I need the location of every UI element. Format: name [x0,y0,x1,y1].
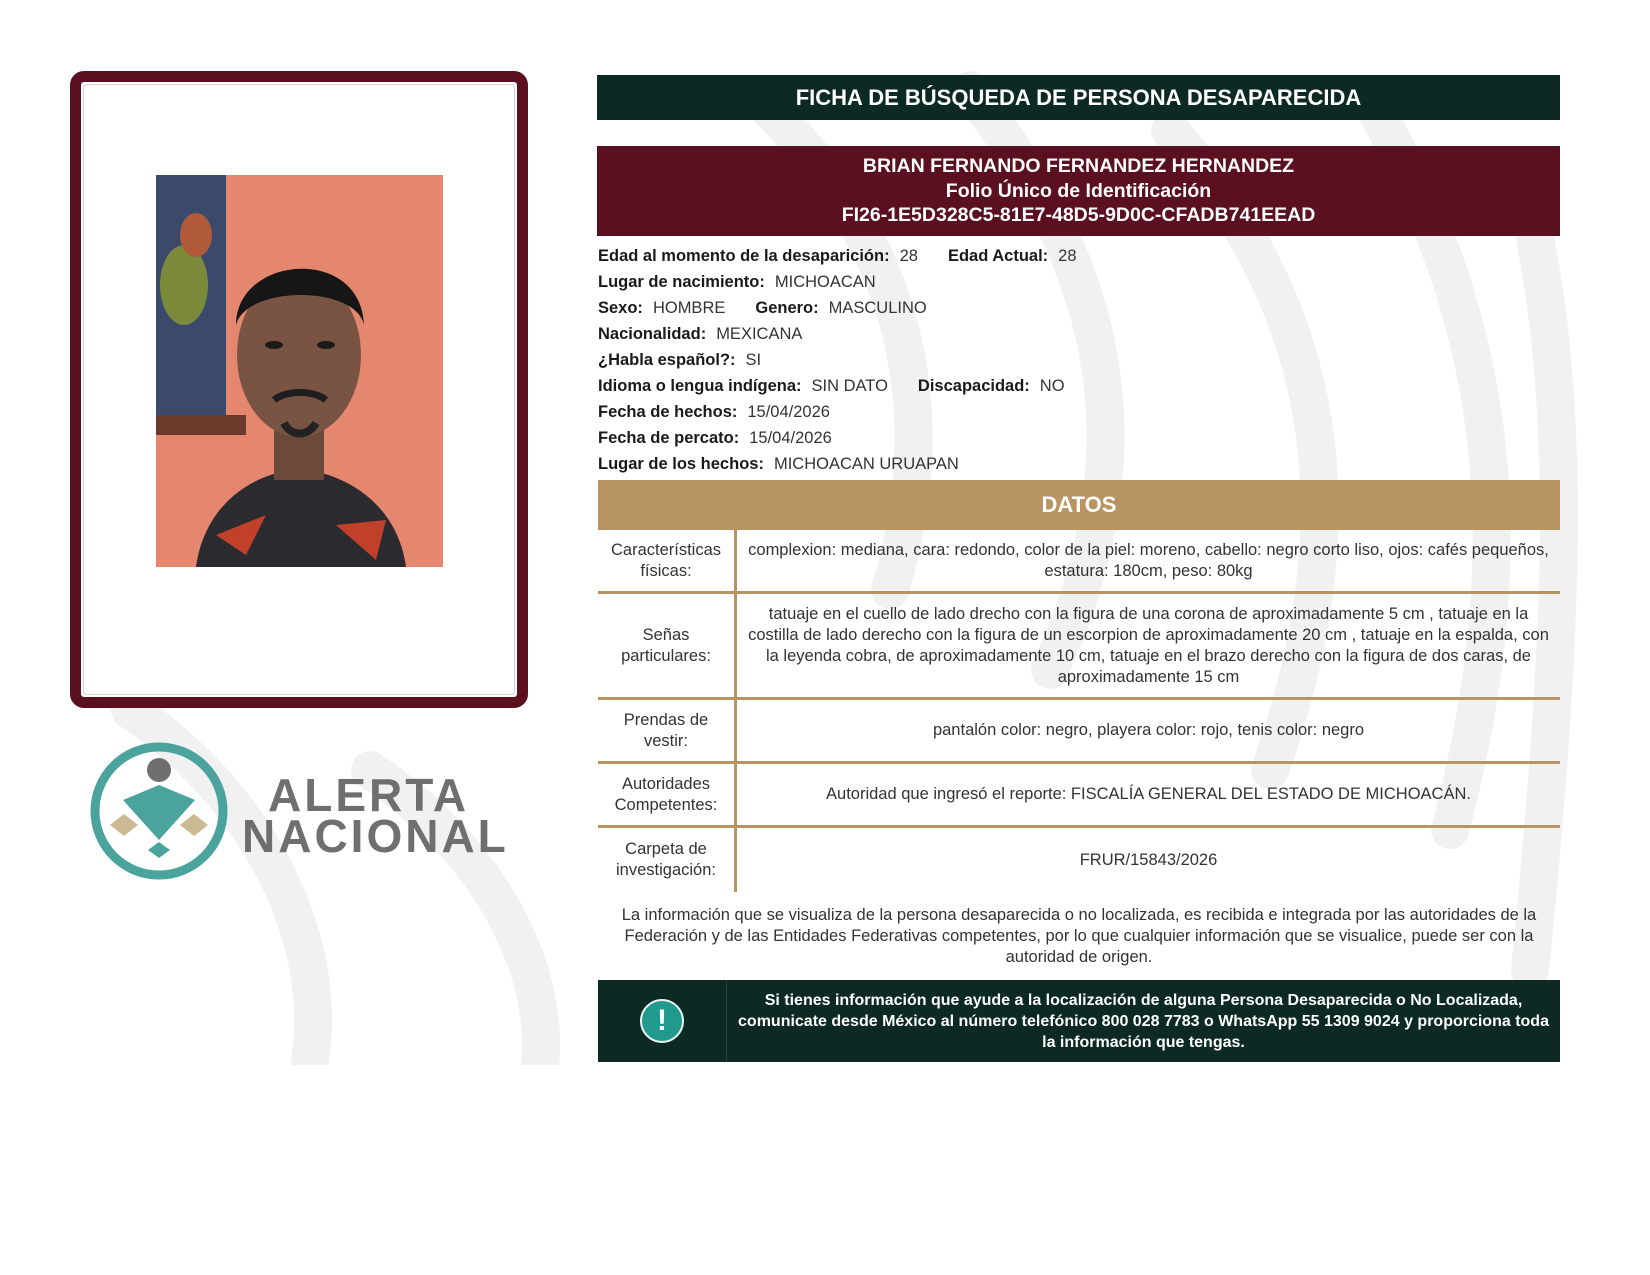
info-row-fecha-hechos [598,399,1558,425]
row-value: FRUR/15843/2026 [1079,850,1218,869]
info-row-lugar-hechos [598,451,1558,477]
table-row [598,530,1560,594]
table-row [598,828,1560,892]
lugar-hechos-value: MICHOACAN URUAPAN [773,455,959,473]
folio-id: FI26-1E5D328C5-81E7-48D5-9D0C-CFADB741EEAD [841,204,1316,227]
habla-espanol-value: SI [745,351,762,369]
person-info [598,243,1558,477]
lugar-nacimiento-value: MICHOACAN [774,273,876,291]
row-label: Carpeta de investigación: [598,828,737,892]
habla-espanol-label: ¿Habla español?: [598,351,736,369]
person-photo [156,175,443,567]
table-row [598,594,1560,700]
contact-icon-cell [598,980,727,1062]
row-label: Características físicas: [598,530,737,591]
fecha-percato-label: Fecha de percato: [598,429,740,447]
sexo-label: Sexo: [598,299,643,317]
page-title: FICHA DE BÚSQUEDA DE PERSONA DESAPARECIDA [597,75,1560,120]
discapacidad-value: NO [1039,377,1065,395]
info-row-idioma [598,373,1558,399]
nacionalidad-label: Nacionalidad: [598,325,707,343]
info-row-habla-espanol [598,347,1558,373]
row-label: Señas particulares: [598,594,737,697]
row-label: Prendas de vestir: [598,700,737,761]
contact-text: Si tienes información que ayude a la localización de alguna Persona Desaparecida o No Localizada, comunicate desde México al número telefónico 800 028 7783 o WhatsApp 55 1309 9024 y proporciona toda la información que tengas. [738,991,1549,1051]
folio-label: Folio Único de Identificación [945,179,1212,202]
row-value: Autoridad que ingresó el reporte: FISCALÍA GENERAL DEL ESTADO DE MICHOACÁN. [826,785,1471,803]
edad-desaparicion-value: 28 [899,247,918,265]
person-name: BRIAN FERNANDO FERNANDEZ HERNANDEZ [862,155,1295,178]
info-row-lugar-nacimiento [598,269,1558,295]
alerta-nacional-logo-icon [88,740,230,882]
edad-actual-label: Edad Actual: [947,247,1049,265]
discapacidad-label: Discapacidad: [917,377,1030,395]
lugar-hechos-label: Lugar de los hechos: [598,455,764,473]
fecha-hechos-value: 15/04/2026 [747,403,830,421]
contact-banner [598,980,1560,1062]
row-value: complexion: mediana, cara: redondo, color de la piel: moreno, cabello: negro corto liso, ojos: cafés pequeños, estatura: 180cm, peso: 80kg [748,540,1549,580]
row-label: Autoridades Competentes: [598,764,737,825]
logo-text-alerta: ALERTA [268,769,470,821]
row-value: tatuaje en el cuello de lado drecho con la figura de una corona de aproximadamente 5 cm , tatuaje en la costilla de lado derecho con la figura de un escorpion de aproximadamente 20 cm , tatuaje en la espalda, con la leyenda cobra, de aproximadamente 10 cm, tatuaje en el brazo derecho con la figura de dos caras, de aproximadamente 15 cm [748,604,1549,686]
info-row-fecha-percato [598,425,1558,451]
info-row-nacionalidad [598,321,1558,347]
table-row [598,764,1560,828]
nacionalidad-value: MEXICANA [716,325,803,343]
fecha-hechos-label: Fecha de hechos: [598,403,738,421]
table-row [598,700,1560,764]
fecha-percato-value: 15/04/2026 [749,429,832,447]
genero-label: Genero: [755,299,819,317]
edad-actual-value: 28 [1058,247,1077,265]
disclaimer-text: La información que se visualiza de la persona desaparecida o no localizada, es recibida e integrada por las autoridades de la Federación y de las Entidades Federativas competentes, por lo que cualquier información que se visualice, puede ser con la autoridad de origen. [621,906,1537,966]
row-value: pantalón color: negro, playera color: rojo, tenis color: negro [932,721,1365,739]
info-row-sexo [598,295,1558,321]
genero-value: MASCULINO [828,299,927,317]
lugar-nacimiento-label: Lugar de nacimiento: [598,273,765,291]
person-name-box [597,146,1560,236]
sexo-value: HOMBRE [652,299,726,317]
info-row-edad [598,243,1558,269]
datos-header: DATOS [598,480,1560,530]
logo-text-nacional: NACIONAL [242,810,509,862]
datos-table [598,530,1560,892]
exclamation-icon: ! [640,999,684,1043]
idioma-value: SIN DATO [811,377,888,395]
edad-desaparicion-label: Edad al momento de la desaparición: [598,247,890,265]
idioma-label: Idioma o lengua indígena: [598,377,802,395]
